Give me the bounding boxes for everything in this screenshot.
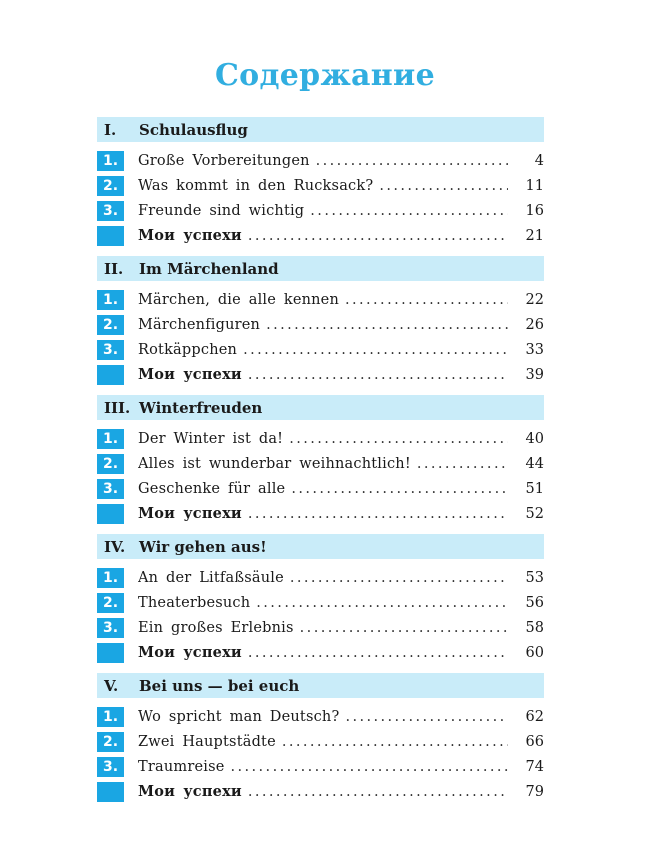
- lesson-number-badge: 1.: [97, 707, 124, 727]
- toc-entry[interactable]: [97, 754, 544, 779]
- page-number: 40: [525, 430, 544, 447]
- lesson-number-badge: 1.: [97, 290, 124, 310]
- toc-entry-summary[interactable]: [97, 223, 544, 248]
- entry-title: Мои успехи: [138, 366, 242, 383]
- dot-leader: [248, 784, 508, 800]
- entry-title: Traumreise: [138, 758, 225, 775]
- section-spacer: [97, 387, 544, 395]
- dot-leader: [248, 367, 508, 383]
- toc-entry[interactable]: [97, 476, 544, 501]
- page-number: 79: [525, 783, 544, 800]
- page-number: 26: [525, 316, 544, 333]
- chapter-title: Wir gehen aus!: [139, 537, 267, 556]
- entry-title: An der Litfaßsäule: [138, 569, 284, 586]
- toc-entry[interactable]: [97, 173, 544, 198]
- page-number: 66: [525, 733, 544, 750]
- chapter-title: Schulausflug: [139, 120, 248, 139]
- lesson-number-badge: 3.: [97, 340, 124, 360]
- entry-title: Мои успехи: [138, 227, 242, 244]
- page-title: Содержание: [215, 58, 435, 93]
- toc-entry[interactable]: [97, 198, 544, 223]
- chapter-header: [97, 117, 544, 142]
- entry-title: Zwei Hauptstädte: [138, 733, 276, 750]
- dot-leader: [316, 153, 508, 169]
- toc-entry[interactable]: [97, 337, 544, 362]
- summary-badge: [97, 226, 124, 246]
- summary-badge: [97, 643, 124, 663]
- chapter-header: [97, 534, 544, 559]
- chapter-section: [97, 534, 544, 673]
- lesson-number-badge: 3.: [97, 479, 124, 499]
- chapter-number: V.: [104, 676, 119, 695]
- toc-entry-summary[interactable]: [97, 779, 544, 804]
- summary-badge: [97, 365, 124, 385]
- page-number: 4: [534, 152, 544, 169]
- chapter-title: Im Märchenland: [139, 259, 279, 278]
- dot-leader: [248, 645, 508, 661]
- dot-leader: [231, 759, 508, 775]
- toc-entry[interactable]: [97, 287, 544, 312]
- entry-title: Geschenke für alle: [138, 480, 286, 497]
- dot-leader: [248, 228, 508, 244]
- page-number: 22: [525, 291, 544, 308]
- dot-leader: [417, 456, 508, 472]
- chapter-section: [97, 117, 544, 256]
- entry-title: Märchenfiguren: [138, 316, 261, 333]
- page-number: 74: [525, 758, 544, 775]
- table-of-contents: [97, 117, 544, 804]
- lesson-number-badge: 2.: [97, 315, 124, 335]
- dot-leader: [379, 178, 508, 194]
- chapter-section: [97, 673, 544, 804]
- entry-title: Freunde sind wichtig: [138, 202, 305, 219]
- page-number: 62: [525, 708, 544, 725]
- dot-leader: [290, 570, 508, 586]
- page-number: 58: [525, 619, 544, 636]
- entry-title: Große Vorbereitungen: [138, 152, 310, 169]
- toc-entry-summary[interactable]: [97, 362, 544, 387]
- chapter-title: Bei uns — bei euch: [139, 676, 300, 695]
- dot-leader: [243, 342, 508, 358]
- toc-entry-summary[interactable]: [97, 501, 544, 526]
- toc-entry[interactable]: [97, 704, 544, 729]
- dot-leader: [266, 317, 508, 333]
- toc-entry[interactable]: [97, 426, 544, 451]
- entry-title: Мои успехи: [138, 783, 242, 800]
- entry-title: Rotkäppchen: [138, 341, 238, 358]
- lesson-number-badge: 1.: [97, 151, 124, 171]
- page-number: 53: [525, 569, 544, 586]
- page-number: 60: [525, 644, 544, 661]
- chapter-number: II.: [104, 259, 124, 278]
- summary-badge: [97, 504, 124, 524]
- chapter-number: I.: [104, 120, 117, 139]
- dot-leader: [289, 431, 508, 447]
- chapter-header: [97, 256, 544, 281]
- entry-title: Мои успехи: [138, 644, 242, 661]
- page-number: 51: [525, 480, 544, 497]
- section-spacer: [97, 248, 544, 256]
- lesson-number-badge: 2.: [97, 454, 124, 474]
- entry-title: Märchen, die alle kennen: [138, 291, 340, 308]
- toc-entry[interactable]: [97, 312, 544, 337]
- dot-leader: [256, 595, 508, 611]
- dot-leader: [282, 734, 508, 750]
- chapter-title: Winterfreuden: [139, 398, 263, 417]
- chapter-number: IV.: [104, 537, 126, 556]
- lesson-number-badge: 1.: [97, 568, 124, 588]
- chapter-header: [97, 395, 544, 420]
- lesson-number-badge: 3.: [97, 618, 124, 638]
- lesson-number-badge: 2.: [97, 732, 124, 752]
- dot-leader: [345, 292, 508, 308]
- dot-leader: [310, 203, 508, 219]
- dot-leader: [248, 506, 508, 522]
- toc-entry[interactable]: [97, 451, 544, 476]
- entry-title: Мои успехи: [138, 505, 242, 522]
- entry-title: Alles ist wunderbar weihnachtlich!: [138, 455, 411, 472]
- toc-entry[interactable]: [97, 590, 544, 615]
- entry-title: Wo spricht man Deutsch?: [138, 708, 340, 725]
- chapter-section: [97, 395, 544, 534]
- page-number: 21: [525, 227, 544, 244]
- page-number: 11: [525, 177, 544, 194]
- toc-entry[interactable]: [97, 565, 544, 590]
- page-number: 56: [525, 594, 544, 611]
- chapter-header: [97, 673, 544, 698]
- page-number: 16: [525, 202, 544, 219]
- toc-entry-summary[interactable]: [97, 640, 544, 665]
- lesson-number-badge: 3.: [97, 757, 124, 777]
- toc-entry[interactable]: [97, 615, 544, 640]
- section-spacer: [97, 526, 544, 534]
- dot-leader: [291, 481, 508, 497]
- page-number: 39: [525, 366, 544, 383]
- lesson-number-badge: 2.: [97, 176, 124, 196]
- entry-title: Was kommt in den Rucksack?: [138, 177, 374, 194]
- page-number: 33: [525, 341, 544, 358]
- toc-entry[interactable]: [97, 729, 544, 754]
- dot-leader: [300, 620, 508, 636]
- chapter-section: [97, 256, 544, 395]
- lesson-number-badge: 3.: [97, 201, 124, 221]
- page-number: 52: [525, 505, 544, 522]
- dot-leader: [345, 709, 508, 725]
- summary-badge: [97, 782, 124, 802]
- chapter-number: III.: [104, 398, 131, 417]
- entry-title: Der Winter ist da!: [138, 430, 284, 447]
- lesson-number-badge: 1.: [97, 429, 124, 449]
- entry-title: Ein großes Erlebnis: [138, 619, 294, 636]
- toc-entry[interactable]: [97, 148, 544, 173]
- entry-title: Theaterbesuch: [138, 594, 251, 611]
- lesson-number-badge: 2.: [97, 593, 124, 613]
- page-number: 44: [525, 455, 544, 472]
- section-spacer: [97, 665, 544, 673]
